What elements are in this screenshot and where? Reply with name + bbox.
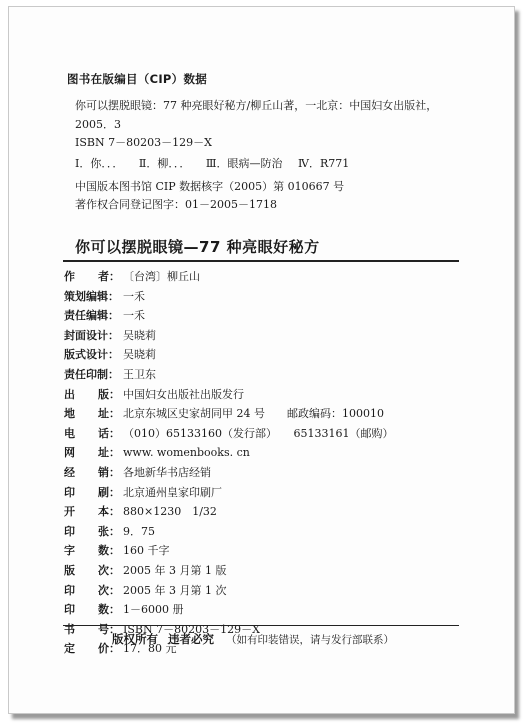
detail-row-cover-design [64, 326, 464, 346]
detail-value: 吴晓莉 [123, 328, 156, 342]
cip-class-3: Ⅲ．眼病—防治 [205, 157, 283, 170]
detail-row-printer [64, 483, 464, 503]
detail-label: 经 [64, 465, 75, 479]
detail-row-sheets [64, 522, 464, 542]
detail-label: 策划编辑： [64, 289, 119, 303]
detail-label-end: 刷： [98, 485, 120, 499]
detail-label: 印 [64, 583, 75, 597]
detail-label: 印 [64, 524, 75, 538]
detail-value: 2005 年 3 月第 1 版 [123, 563, 227, 577]
detail-label: 出 [64, 387, 75, 401]
detail-label-end: 销： [98, 465, 120, 479]
detail-label: 印 [64, 485, 75, 499]
footer-divider [63, 625, 459, 626]
detail-row-planning-editor [64, 287, 464, 307]
cip-entry-date: 2005．3 [75, 118, 121, 131]
detail-label: 版式设计： [64, 348, 119, 362]
book-title: 你可以摆脱眼镜—77 种亮眼好秘方 [75, 238, 320, 256]
detail-label: 印 [64, 603, 75, 617]
detail-value: 中国妇女出版社出版发行 [123, 387, 244, 401]
detail-value: 一禾 [123, 289, 145, 303]
detail-label: 字 [64, 544, 75, 558]
detail-label-end: 址： [98, 446, 120, 460]
detail-label-end: 话： [98, 426, 120, 440]
detail-value: ISBN 7－80203－129－X [123, 622, 260, 636]
detail-label-end: 版： [98, 387, 120, 401]
detail-label-end: 张： [98, 524, 120, 538]
detail-row-address [64, 404, 464, 424]
detail-value: 〔台湾〕柳丘山 [123, 270, 200, 283]
detail-row-layout-design [64, 345, 464, 365]
rights-notice [112, 631, 394, 647]
detail-label: 封面设计： [64, 328, 119, 342]
detail-row-word-count [64, 541, 464, 561]
detail-row-phone [64, 424, 464, 444]
detail-value: 17．80 元 [123, 642, 177, 656]
detail-value: www. womenbooks. cn [123, 446, 250, 460]
detail-value: 9．75 [123, 524, 155, 538]
cip-entry-line: 你可以摆脱眼镜：77 种亮眼好秘方/柳丘山著，一北京：中国妇女出版社， [75, 99, 438, 112]
detail-row-website [64, 443, 464, 463]
defect-contact-note: （如有印装错误，请与发行部联系） [226, 634, 394, 646]
detail-row-publisher [64, 385, 464, 405]
detail-row-edition [64, 561, 464, 581]
cip-heading: 图书在版编目（CIP）数据 [67, 72, 208, 86]
detail-label-end: 次： [98, 583, 120, 597]
detail-label-end: 号： [98, 622, 120, 636]
cip-classification [75, 155, 361, 171]
detail-value: （010）65133160（发行部） 65133161（邮购） [123, 426, 394, 440]
detail-label: 开 [64, 505, 75, 519]
detail-label: 书 [64, 622, 75, 636]
copyright-registration: 著作权合同登记图字：01－2005－1718 [75, 198, 277, 211]
detail-value: 1－6000 册 [123, 603, 184, 617]
detail-value: 2005 年 3 月第 1 次 [123, 583, 227, 597]
detail-label: 责任编辑： [64, 309, 119, 323]
title-divider [63, 260, 459, 262]
cip-check-number: 中国版本图书馆 CIP 数据核字（2005）第 010667 号 [75, 180, 345, 193]
cip-class-1: Ⅰ．你．．． [75, 157, 124, 170]
detail-value: 王卫东 [123, 367, 156, 381]
detail-row-print-run [64, 600, 464, 620]
detail-label-end: 数： [98, 603, 120, 617]
cip-class-2: Ⅱ．柳．．． [138, 157, 191, 170]
detail-label: 定 [64, 642, 75, 656]
detail-label: 作 [64, 270, 75, 283]
detail-label: 地 [64, 407, 75, 421]
detail-value: 160 千字 [123, 544, 170, 558]
cip-class-4: Ⅳ．R771 [297, 157, 350, 170]
detail-label-end: 次： [98, 563, 120, 577]
detail-value: 吴晓莉 [123, 348, 156, 362]
publication-details [64, 267, 464, 659]
detail-value: 880×1230 1/32 [123, 505, 217, 519]
detail-value: 北京东城区史家胡同甲 24 号 邮政编码：100010 [123, 407, 384, 421]
detail-label-end: 者： [98, 270, 120, 283]
detail-row-distributor [64, 463, 464, 483]
detail-label-end: 本： [98, 505, 120, 519]
detail-label: 版 [64, 563, 75, 577]
detail-value: 北京通州皇家印刷厂 [123, 485, 222, 499]
detail-label: 责任印制： [64, 367, 119, 381]
detail-label-end: 址： [98, 407, 120, 421]
detail-row-format [64, 502, 464, 522]
detail-label-end: 价： [98, 642, 120, 656]
detail-label-end: 数： [98, 544, 120, 558]
detail-label: 电 [64, 426, 75, 440]
detail-row-responsible-editor [64, 306, 464, 326]
detail-value: 一禾 [123, 309, 145, 323]
rights-reserved: 版权所有 [112, 632, 158, 646]
detail-row-printing [64, 581, 464, 601]
detail-row-author [64, 267, 464, 287]
detail-row-print-supervisor [64, 365, 464, 385]
piracy-warning: 违者必究 [168, 632, 214, 646]
cip-isbn: ISBN 7－80203－129－X [75, 136, 212, 149]
detail-label: 网 [64, 446, 75, 460]
detail-value: 各地新华书店经销 [123, 465, 211, 479]
